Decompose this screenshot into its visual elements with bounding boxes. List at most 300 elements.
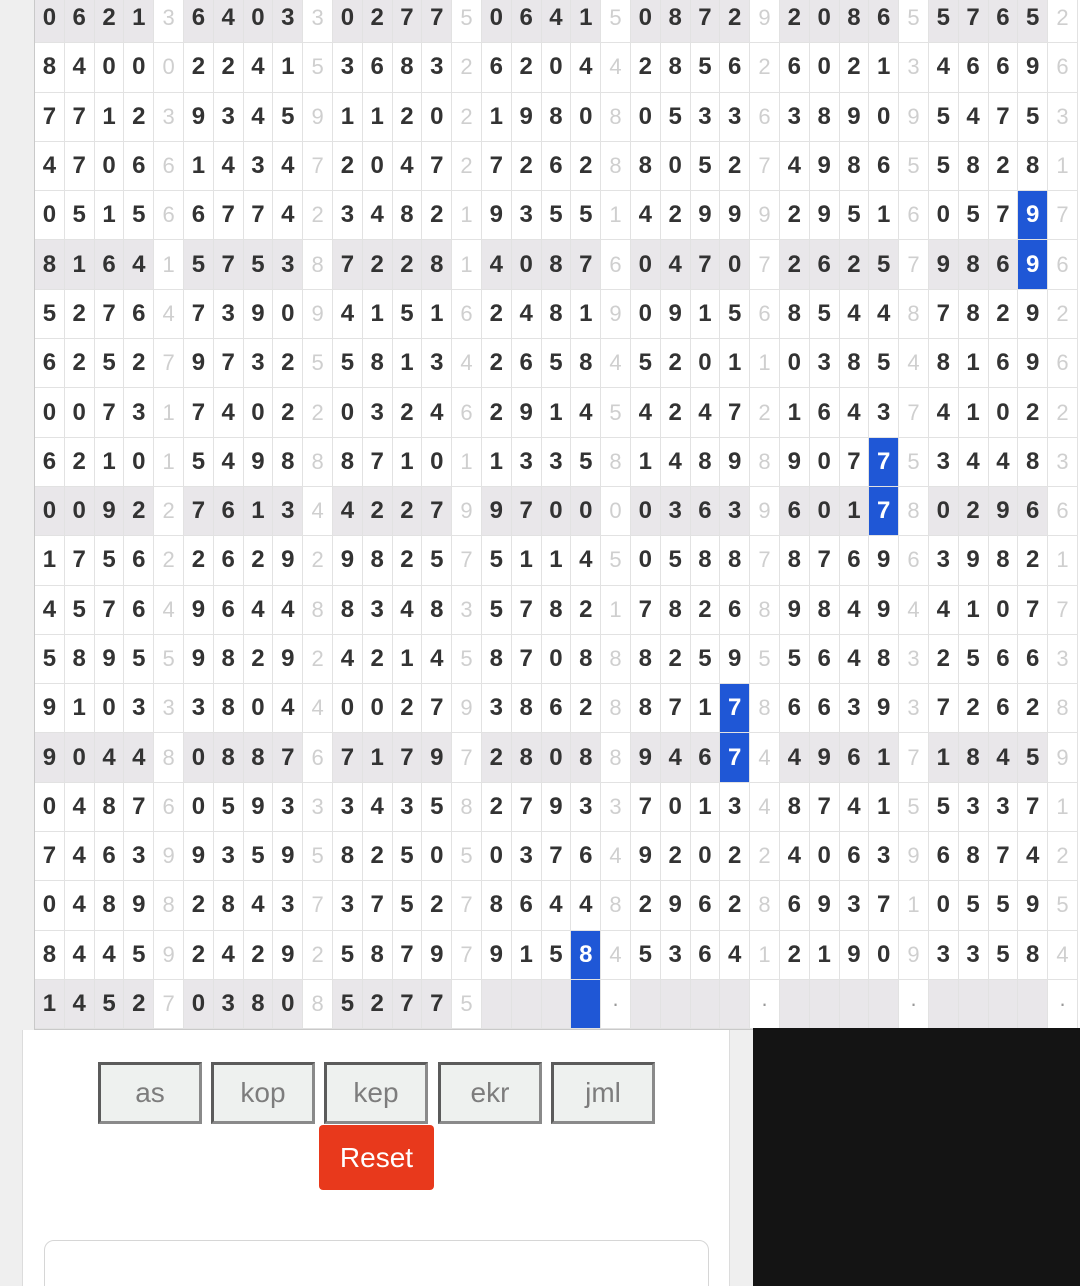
grid-cell[interactable]: 6 — [124, 290, 154, 339]
grid-cell[interactable]: 2 — [65, 290, 95, 339]
grid-cell[interactable]: 7 — [363, 438, 393, 487]
grid-cell[interactable]: 5 — [452, 980, 482, 1029]
grid-cell[interactable]: 2 — [482, 339, 512, 388]
grid-cell[interactable]: 8 — [601, 881, 631, 930]
grid-cell[interactable]: 3 — [273, 0, 303, 43]
grid-cell[interactable]: 1 — [542, 388, 572, 437]
grid-cell[interactable]: 7 — [422, 684, 452, 733]
grid-cell[interactable]: 6 — [989, 684, 1019, 733]
grid-cell[interactable]: 8 — [601, 142, 631, 191]
kep-button[interactable]: kep — [324, 1062, 428, 1124]
grid-cell[interactable]: 7 — [154, 980, 184, 1029]
grid-cell[interactable] — [661, 980, 691, 1029]
grid-cell[interactable]: 7 — [1048, 191, 1078, 240]
grid-cell[interactable] — [542, 980, 572, 1029]
grid-cell[interactable]: 7 — [393, 931, 423, 980]
grid-cell[interactable]: 7 — [810, 783, 840, 832]
grid-cell[interactable]: 7 — [35, 93, 65, 142]
grid-cell[interactable]: 3 — [363, 388, 393, 437]
grid-cell[interactable]: 0 — [95, 43, 125, 92]
grid-cell[interactable]: 7 — [422, 487, 452, 536]
grid-cell[interactable]: 3 — [273, 783, 303, 832]
grid-cell[interactable]: 4 — [899, 586, 929, 635]
grid-cell[interactable]: 6 — [571, 832, 601, 881]
grid-cell[interactable] — [989, 980, 1019, 1029]
grid-cell[interactable]: 8 — [422, 240, 452, 289]
grid-cell[interactable]: 2 — [422, 881, 452, 930]
grid-cell[interactable]: 6 — [482, 43, 512, 92]
grid-cell[interactable]: 4 — [273, 684, 303, 733]
grid-cell[interactable]: 8 — [303, 240, 333, 289]
grid-cell[interactable]: 3 — [661, 931, 691, 980]
grid-cell[interactable]: 0 — [65, 388, 95, 437]
grid-cell[interactable]: 4 — [929, 388, 959, 437]
grid-cell[interactable]: 4 — [303, 684, 333, 733]
grid-cell[interactable]: 7 — [214, 339, 244, 388]
grid-cell[interactable]: 3 — [869, 388, 899, 437]
grid-cell[interactable]: 5 — [989, 931, 1019, 980]
grid-cell[interactable]: 9 — [810, 881, 840, 930]
grid-cell[interactable]: 9 — [273, 832, 303, 881]
grid-cell[interactable]: 6 — [989, 0, 1019, 43]
kop-button[interactable]: kop — [211, 1062, 315, 1124]
grid-cell[interactable]: 6 — [1018, 635, 1048, 684]
grid-cell[interactable]: 1 — [929, 733, 959, 782]
grid-cell[interactable]: 8 — [244, 733, 274, 782]
grid-cell[interactable]: 2 — [1018, 684, 1048, 733]
grid-cell[interactable]: 9 — [184, 635, 214, 684]
grid-cell[interactable]: 1 — [571, 0, 601, 43]
grid-cell[interactable]: 1 — [363, 733, 393, 782]
grid-cell[interactable]: 5 — [95, 536, 125, 585]
grid-cell[interactable]: 4 — [720, 931, 750, 980]
grid-cell[interactable]: 3 — [899, 684, 929, 733]
grid-cell[interactable]: 4 — [571, 536, 601, 585]
grid-cell[interactable]: 4 — [601, 43, 631, 92]
grid-cell[interactable]: 9 — [482, 931, 512, 980]
grid-cell[interactable]: 4 — [363, 783, 393, 832]
grid-cell[interactable]: 3 — [989, 783, 1019, 832]
grid-cell[interactable]: 6 — [691, 881, 721, 930]
grid-cell[interactable]: 8 — [422, 586, 452, 635]
grid-cell[interactable]: 9 — [184, 586, 214, 635]
grid-cell[interactable]: 4 — [214, 388, 244, 437]
grid-cell[interactable]: 5 — [929, 783, 959, 832]
grid-cell[interactable] — [869, 980, 899, 1029]
grid-cell[interactable]: 4 — [65, 783, 95, 832]
grid-cell[interactable]: 2 — [571, 684, 601, 733]
grid-cell[interactable]: 6 — [691, 487, 721, 536]
grid-cell[interactable]: 2 — [989, 142, 1019, 191]
grid-cell[interactable]: 6 — [989, 339, 1019, 388]
grid-cell[interactable]: 0 — [661, 783, 691, 832]
grid-cell[interactable]: 8 — [899, 487, 929, 536]
grid-cell[interactable]: 9 — [1018, 191, 1048, 240]
grid-cell[interactable]: 9 — [35, 733, 65, 782]
grid-cell[interactable]: 1 — [95, 191, 125, 240]
grid-cell[interactable]: 4 — [780, 142, 810, 191]
grid-cell[interactable]: 6 — [65, 0, 95, 43]
grid-cell[interactable]: 1 — [35, 536, 65, 585]
grid-cell[interactable]: 2 — [631, 881, 661, 930]
grid-cell[interactable]: 8 — [303, 586, 333, 635]
grid-cell[interactable]: 2 — [840, 240, 870, 289]
grid-cell[interactable]: 1 — [244, 487, 274, 536]
grid-cell[interactable]: 8 — [95, 783, 125, 832]
grid-cell[interactable]: 3 — [214, 832, 244, 881]
grid-cell[interactable]: 1 — [452, 191, 482, 240]
grid-cell[interactable]: 4 — [214, 0, 244, 43]
grid-cell[interactable]: 7 — [840, 438, 870, 487]
grid-cell[interactable]: 0 — [124, 43, 154, 92]
grid-cell[interactable]: 5 — [691, 142, 721, 191]
grid-cell[interactable]: 4 — [840, 388, 870, 437]
grid-cell[interactable]: 5 — [810, 290, 840, 339]
grid-cell[interactable]: 0 — [571, 93, 601, 142]
grid-cell[interactable]: 1 — [1048, 536, 1078, 585]
grid-cell[interactable]: 2 — [482, 388, 512, 437]
grid-cell[interactable] — [780, 980, 810, 1029]
grid-cell[interactable]: 7 — [184, 388, 214, 437]
grid-cell[interactable]: 6 — [929, 832, 959, 881]
grid-cell[interactable]: 9 — [333, 536, 363, 585]
grid-cell[interactable]: 1 — [65, 684, 95, 733]
grid-cell[interactable]: 2 — [750, 832, 780, 881]
grid-cell[interactable]: 8 — [959, 832, 989, 881]
grid-cell[interactable]: 4 — [65, 881, 95, 930]
grid-cell[interactable]: 1 — [780, 388, 810, 437]
grid-cell[interactable]: 1 — [363, 93, 393, 142]
grid-cell[interactable]: 0 — [35, 0, 65, 43]
grid-cell[interactable]: 5 — [35, 635, 65, 684]
grid-cell[interactable]: 0 — [810, 487, 840, 536]
grid-cell[interactable]: 3 — [303, 0, 333, 43]
grid-cell[interactable]: 0 — [273, 980, 303, 1029]
grid-cell[interactable]: 1 — [720, 339, 750, 388]
grid-cell[interactable]: 1 — [482, 93, 512, 142]
grid-cell[interactable]: 2 — [393, 240, 423, 289]
grid-cell[interactable]: 2 — [303, 536, 333, 585]
grid-cell[interactable]: 3 — [422, 339, 452, 388]
grid-cell[interactable]: 4 — [780, 832, 810, 881]
grid-cell[interactable]: 5 — [124, 191, 154, 240]
grid-cell[interactable]: 3 — [363, 586, 393, 635]
grid-cell[interactable]: 0 — [631, 240, 661, 289]
grid-cell[interactable]: 5 — [184, 240, 214, 289]
grid-cell[interactable] — [840, 980, 870, 1029]
grid-cell[interactable]: 7 — [1048, 586, 1078, 635]
grid-cell[interactable]: 6 — [869, 0, 899, 43]
grid-cell[interactable]: 5 — [959, 881, 989, 930]
grid-cell[interactable]: 2 — [154, 536, 184, 585]
grid-cell[interactable]: 7 — [959, 0, 989, 43]
grid-cell[interactable]: 2 — [1018, 388, 1048, 437]
grid-cell[interactable]: 2 — [124, 339, 154, 388]
grid-cell[interactable]: 4 — [542, 0, 572, 43]
grid-cell[interactable]: 9 — [184, 832, 214, 881]
grid-cell[interactable]: 6 — [1048, 339, 1078, 388]
grid-cell[interactable]: 2 — [303, 191, 333, 240]
grid-cell[interactable]: 1 — [95, 93, 125, 142]
grid-cell[interactable]: 5 — [393, 290, 423, 339]
grid-cell[interactable]: 3 — [780, 93, 810, 142]
grid-cell[interactable]: 4 — [929, 43, 959, 92]
grid-cell[interactable]: 4 — [65, 980, 95, 1029]
grid-cell[interactable]: 5 — [899, 142, 929, 191]
grid-cell[interactable]: 7 — [303, 142, 333, 191]
grid-cell[interactable]: 5 — [631, 339, 661, 388]
grid-cell[interactable]: 1 — [333, 93, 363, 142]
grid-cell[interactable]: 0 — [124, 438, 154, 487]
grid-cell[interactable]: 3 — [154, 684, 184, 733]
grid-cell[interactable]: 5 — [303, 832, 333, 881]
grid-cell[interactable]: 7 — [750, 142, 780, 191]
grid-cell[interactable]: 0 — [333, 388, 363, 437]
grid-cell[interactable]: 5 — [959, 635, 989, 684]
grid-cell[interactable]: 2 — [95, 0, 125, 43]
grid-cell[interactable]: 6 — [601, 240, 631, 289]
grid-cell[interactable]: 4 — [661, 733, 691, 782]
grid-cell[interactable]: 8 — [750, 438, 780, 487]
grid-cell[interactable]: 4 — [750, 783, 780, 832]
grid-cell[interactable] — [720, 980, 750, 1029]
grid-cell[interactable]: 5 — [273, 93, 303, 142]
grid-cell[interactable]: 3 — [720, 783, 750, 832]
grid-cell[interactable]: 4 — [303, 487, 333, 536]
grid-cell[interactable]: 3 — [124, 388, 154, 437]
grid-cell[interactable]: 8 — [154, 733, 184, 782]
grid-cell[interactable]: 7 — [661, 684, 691, 733]
grid-cell[interactable]: 2 — [452, 43, 482, 92]
grid-cell[interactable]: 5 — [571, 438, 601, 487]
grid-cell[interactable]: 3 — [929, 438, 959, 487]
grid-cell[interactable]: 8 — [661, 0, 691, 43]
grid-cell[interactable]: 2 — [184, 536, 214, 585]
grid-cell[interactable]: 6 — [750, 290, 780, 339]
grid-cell[interactable]: 8 — [214, 684, 244, 733]
grid-cell[interactable]: 9 — [273, 931, 303, 980]
grid-cell[interactable]: 2 — [244, 931, 274, 980]
grid-cell[interactable]: 1 — [273, 43, 303, 92]
grid-cell[interactable]: 6 — [95, 240, 125, 289]
grid-cell[interactable]: 7 — [869, 881, 899, 930]
grid-cell[interactable]: 3 — [333, 783, 363, 832]
grid-cell[interactable]: 2 — [124, 487, 154, 536]
grid-cell[interactable]: 4 — [542, 881, 572, 930]
grid-cell[interactable]: 0 — [35, 881, 65, 930]
grid-cell[interactable]: 2 — [631, 43, 661, 92]
grid-cell[interactable]: 3 — [840, 881, 870, 930]
ekr-button[interactable]: ekr — [438, 1062, 542, 1124]
grid-cell[interactable]: 9 — [661, 290, 691, 339]
grid-cell[interactable]: 4 — [989, 438, 1019, 487]
grid-cell[interactable]: 7 — [95, 290, 125, 339]
grid-cell[interactable]: 5 — [393, 832, 423, 881]
grid-cell[interactable]: 5 — [899, 0, 929, 43]
grid-cell[interactable]: 9 — [273, 536, 303, 585]
grid-cell[interactable]: 5 — [899, 438, 929, 487]
grid-cell[interactable]: 8 — [780, 290, 810, 339]
grid-cell[interactable]: 1 — [393, 635, 423, 684]
grid-cell[interactable]: 0 — [482, 832, 512, 881]
grid-cell[interactable]: 8 — [95, 881, 125, 930]
grid-cell[interactable]: 0 — [542, 487, 572, 536]
grid-cell[interactable]: 4 — [1018, 832, 1048, 881]
grid-cell[interactable]: 9 — [840, 93, 870, 142]
grid-cell[interactable]: 9 — [95, 635, 125, 684]
grid-cell[interactable]: 7 — [393, 980, 423, 1029]
grid-cell[interactable]: 5 — [333, 980, 363, 1029]
grid-cell[interactable]: 8 — [810, 93, 840, 142]
grid-cell[interactable]: 5 — [452, 832, 482, 881]
grid-cell[interactable]: 1 — [869, 733, 899, 782]
grid-cell[interactable]: 0 — [154, 43, 184, 92]
grid-cell[interactable]: 7 — [929, 290, 959, 339]
grid-cell[interactable]: 0 — [65, 733, 95, 782]
grid-cell[interactable]: 5 — [65, 191, 95, 240]
grid-cell[interactable]: 6 — [840, 536, 870, 585]
grid-cell[interactable]: 9 — [810, 142, 840, 191]
grid-cell[interactable]: 7 — [65, 536, 95, 585]
grid-cell[interactable]: 1 — [35, 980, 65, 1029]
grid-cell[interactable]: 4 — [124, 240, 154, 289]
grid-cell[interactable]: 2 — [780, 0, 810, 43]
grid-cell[interactable]: 7 — [691, 240, 721, 289]
grid-cell[interactable]: 4 — [214, 438, 244, 487]
grid-cell[interactable]: 2 — [244, 635, 274, 684]
grid-cell[interactable]: 4 — [780, 733, 810, 782]
grid-cell[interactable]: 0 — [244, 0, 274, 43]
grid-cell[interactable]: 6 — [780, 881, 810, 930]
grid-cell[interactable]: 3 — [720, 487, 750, 536]
grid-cell[interactable]: 7 — [810, 536, 840, 585]
grid-cell[interactable]: 5 — [661, 536, 691, 585]
grid-cell[interactable]: 6 — [35, 339, 65, 388]
grid-cell[interactable]: · — [1048, 980, 1078, 1029]
grid-cell[interactable]: 8 — [393, 191, 423, 240]
grid-cell[interactable]: 1 — [422, 290, 452, 339]
grid-cell[interactable]: 8 — [363, 536, 393, 585]
grid-cell[interactable]: 0 — [929, 487, 959, 536]
grid-cell[interactable]: 8 — [542, 93, 572, 142]
grid-cell[interactable]: 5 — [244, 240, 274, 289]
grid-cell[interactable]: 5 — [154, 635, 184, 684]
grid-cell[interactable]: 1 — [869, 191, 899, 240]
grid-cell[interactable]: 3 — [1048, 635, 1078, 684]
grid-cell[interactable]: 2 — [482, 290, 512, 339]
grid-cell[interactable]: 7 — [95, 586, 125, 635]
grid-cell[interactable]: 5 — [303, 43, 333, 92]
grid-cell[interactable]: 2 — [452, 142, 482, 191]
grid-cell[interactable]: 3 — [899, 635, 929, 684]
grid-cell[interactable]: 0 — [631, 290, 661, 339]
grid-cell[interactable]: 7 — [1018, 586, 1048, 635]
grid-cell[interactable]: 0 — [869, 93, 899, 142]
grid-cell[interactable]: 8 — [273, 438, 303, 487]
grid-cell[interactable]: 1 — [1048, 783, 1078, 832]
grid-cell[interactable]: 4 — [601, 931, 631, 980]
grid-cell[interactable]: 5 — [393, 881, 423, 930]
grid-cell[interactable]: 4 — [244, 586, 274, 635]
grid-cell[interactable]: 8 — [959, 240, 989, 289]
grid-cell[interactable]: 4 — [333, 487, 363, 536]
grid-cell[interactable]: 3 — [959, 931, 989, 980]
grid-cell[interactable]: 2 — [65, 339, 95, 388]
grid-cell[interactable]: 4 — [989, 733, 1019, 782]
grid-cell[interactable]: 9 — [1018, 43, 1048, 92]
grid-cell[interactable]: 0 — [810, 43, 840, 92]
grid-cell[interactable]: 2 — [929, 635, 959, 684]
grid-cell[interactable]: 3 — [273, 240, 303, 289]
grid-cell[interactable]: 0 — [661, 142, 691, 191]
grid-cell[interactable]: 1 — [512, 931, 542, 980]
grid-cell[interactable]: 1 — [393, 339, 423, 388]
grid-cell[interactable]: 9 — [929, 240, 959, 289]
grid-cell[interactable]: 3 — [929, 536, 959, 585]
grid-cell[interactable]: 4 — [95, 931, 125, 980]
grid-cell[interactable]: 9 — [273, 635, 303, 684]
grid-cell[interactable]: 8 — [333, 832, 363, 881]
grid-cell[interactable]: 8 — [512, 684, 542, 733]
grid-cell[interactable]: 0 — [810, 832, 840, 881]
grid-cell[interactable]: 8 — [1018, 438, 1048, 487]
grid-cell[interactable]: 0 — [333, 684, 363, 733]
grid-cell[interactable]: 7 — [154, 339, 184, 388]
grid-cell[interactable]: 7 — [571, 240, 601, 289]
grid-cell[interactable]: 2 — [363, 635, 393, 684]
grid-cell[interactable]: 4 — [959, 438, 989, 487]
grid-cell[interactable]: 2 — [661, 339, 691, 388]
grid-cell[interactable]: 9 — [601, 290, 631, 339]
jml-button[interactable]: jml — [551, 1062, 655, 1124]
grid-cell[interactable]: 9 — [244, 438, 274, 487]
grid-cell[interactable]: 6 — [214, 586, 244, 635]
grid-cell[interactable]: 0 — [542, 43, 572, 92]
grid-cell[interactable]: 6 — [810, 635, 840, 684]
grid-cell[interactable]: 2 — [273, 339, 303, 388]
grid-cell[interactable]: 2 — [1048, 388, 1078, 437]
grid-cell[interactable]: 2 — [720, 832, 750, 881]
grid-cell[interactable]: 1 — [601, 586, 631, 635]
grid-cell[interactable]: 2 — [303, 931, 333, 980]
grid-cell[interactable]: 7 — [631, 783, 661, 832]
grid-cell[interactable]: 0 — [691, 832, 721, 881]
grid-cell[interactable]: 7 — [393, 733, 423, 782]
grid-cell[interactable]: 0 — [989, 388, 1019, 437]
grid-cell[interactable]: 2 — [393, 388, 423, 437]
grid-cell[interactable]: 5 — [95, 339, 125, 388]
grid-cell[interactable]: 9 — [780, 438, 810, 487]
grid-cell[interactable]: 6 — [959, 43, 989, 92]
grid-cell[interactable]: 3 — [512, 191, 542, 240]
grid-cell[interactable]: 5 — [303, 339, 333, 388]
grid-cell[interactable]: 3 — [661, 487, 691, 536]
grid-cell[interactable]: 0 — [810, 0, 840, 43]
grid-cell[interactable]: 0 — [720, 240, 750, 289]
grid-cell[interactable]: 2 — [780, 191, 810, 240]
grid-cell[interactable]: 2 — [452, 93, 482, 142]
grid-cell[interactable]: 3 — [333, 43, 363, 92]
grid-cell[interactable]: 0 — [35, 487, 65, 536]
grid-cell[interactable]: 0 — [631, 536, 661, 585]
grid-cell[interactable]: 9 — [840, 931, 870, 980]
grid-cell[interactable]: 1 — [154, 388, 184, 437]
grid-cell[interactable]: 4 — [512, 290, 542, 339]
grid-cell[interactable]: 1 — [691, 783, 721, 832]
grid-cell[interactable]: 8 — [631, 635, 661, 684]
grid-cell[interactable]: 7 — [512, 487, 542, 536]
grid-cell[interactable]: 8 — [154, 881, 184, 930]
